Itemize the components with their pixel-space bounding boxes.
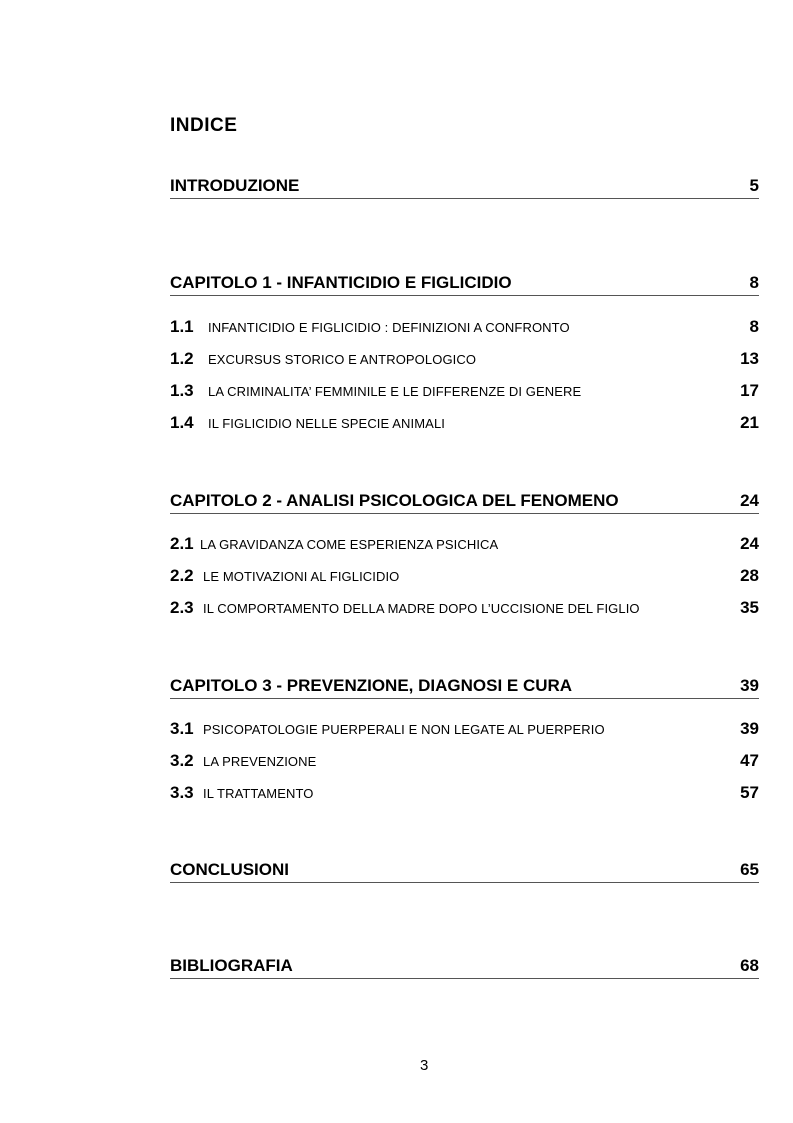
toc-entry-bibliografia[interactable] xyxy=(170,958,759,979)
toc-section-page: 35 xyxy=(740,598,759,617)
toc-chapter-label: CAPITOLO 2 - ANALISI PSICOLOGICA DEL FENOMENO xyxy=(170,491,619,510)
toc-entry-introduzione[interactable] xyxy=(170,178,759,199)
toc-section-1-1[interactable] xyxy=(170,315,759,337)
toc-section-3-2[interactable] xyxy=(170,749,759,771)
toc-chapter-3[interactable] xyxy=(170,678,759,699)
toc-section-page: 13 xyxy=(740,349,759,368)
toc-section-number: 3.3 xyxy=(170,783,194,802)
toc-section-title: LA CRIMINALITA’ FEMMINILE E LE DIFFERENZE DI GENERE xyxy=(208,384,582,399)
toc-section-page: 47 xyxy=(740,751,759,770)
toc-section-2-2[interactable] xyxy=(170,564,759,586)
toc-chapter-page: 39 xyxy=(740,676,759,695)
toc-entry-page: 68 xyxy=(740,956,759,975)
toc-section-number: 1.1 xyxy=(170,317,194,336)
toc-section-title: IL TRATTAMENTO xyxy=(203,786,314,801)
toc-section-title: IL FIGLICIDIO NELLE SPECIE ANIMALI xyxy=(208,416,445,431)
toc-section-number: 1.4 xyxy=(170,413,194,432)
toc-section-page: 24 xyxy=(740,534,759,553)
toc-chapter-label: CAPITOLO 3 - PREVENZIONE, DIAGNOSI E CURA xyxy=(170,676,573,695)
toc-section-number: 1.2 xyxy=(170,349,194,368)
toc-entry-label: CONCLUSIONI xyxy=(170,860,289,879)
toc-section-3-1[interactable] xyxy=(170,717,759,739)
toc-entry-page: 65 xyxy=(740,860,759,879)
toc-section-title: INFANTICIDIO E FIGLICIDIO : DEFINIZIONI A CONFRONTO xyxy=(208,320,570,335)
toc-section-page: 39 xyxy=(740,719,759,738)
toc-section-number: 2.1 xyxy=(170,534,194,553)
toc-section-number: 3.2 xyxy=(170,751,194,770)
toc-section-page: 21 xyxy=(740,413,759,432)
toc-chapter-1[interactable] xyxy=(170,275,759,296)
toc-section-1-2[interactable] xyxy=(170,347,759,369)
toc-section-number: 3.1 xyxy=(170,719,194,738)
toc-entry-label: INTRODUZIONE xyxy=(170,176,300,195)
toc-section-title: LA PREVENZIONE xyxy=(203,754,317,769)
toc-section-page: 17 xyxy=(740,381,759,400)
toc-section-title: LA GRAVIDANZA COME ESPERIENZA PSICHICA xyxy=(200,537,499,552)
toc-section-1-3[interactable] xyxy=(170,379,759,401)
toc-chapter-page: 8 xyxy=(749,273,759,292)
toc-section-page: 28 xyxy=(740,566,759,585)
toc-chapter-2[interactable] xyxy=(170,493,759,514)
toc-section-page: 57 xyxy=(740,783,759,802)
toc-entry-page: 5 xyxy=(749,176,759,195)
toc-section-page: 8 xyxy=(749,317,759,336)
toc-section-title: LE MOTIVAZIONI AL FIGLICIDIO xyxy=(203,569,400,584)
toc-section-1-4[interactable] xyxy=(170,411,759,433)
toc-chapter-label: CAPITOLO 1 - INFANTICIDIO E FIGLICIDIO xyxy=(170,273,512,292)
toc-section-title: PSICOPATOLOGIE PUERPERALI E NON LEGATE AL PUERPERIO xyxy=(203,722,605,737)
toc-section-title: IL COMPORTAMENTO DELLA MADRE DOPO L’UCCISIONE DEL FIGLIO xyxy=(203,601,640,616)
toc-entry-conclusioni[interactable] xyxy=(170,862,759,883)
toc-entry-label: BIBLIOGRAFIA xyxy=(170,956,293,975)
toc-section-number: 2.3 xyxy=(170,598,194,617)
toc-section-title: EXCURSUS STORICO E ANTROPOLOGICO xyxy=(208,352,477,367)
toc-section-number: 2.2 xyxy=(170,566,194,585)
toc-section-number: 1.3 xyxy=(170,381,194,400)
toc-chapter-page: 24 xyxy=(740,491,759,510)
page-number: 3 xyxy=(420,1057,429,1074)
toc-section-2-1[interactable] xyxy=(170,532,759,554)
toc-section-3-3[interactable] xyxy=(170,781,759,803)
page-title: INDICE xyxy=(170,115,238,136)
toc-section-2-3[interactable] xyxy=(170,596,759,618)
